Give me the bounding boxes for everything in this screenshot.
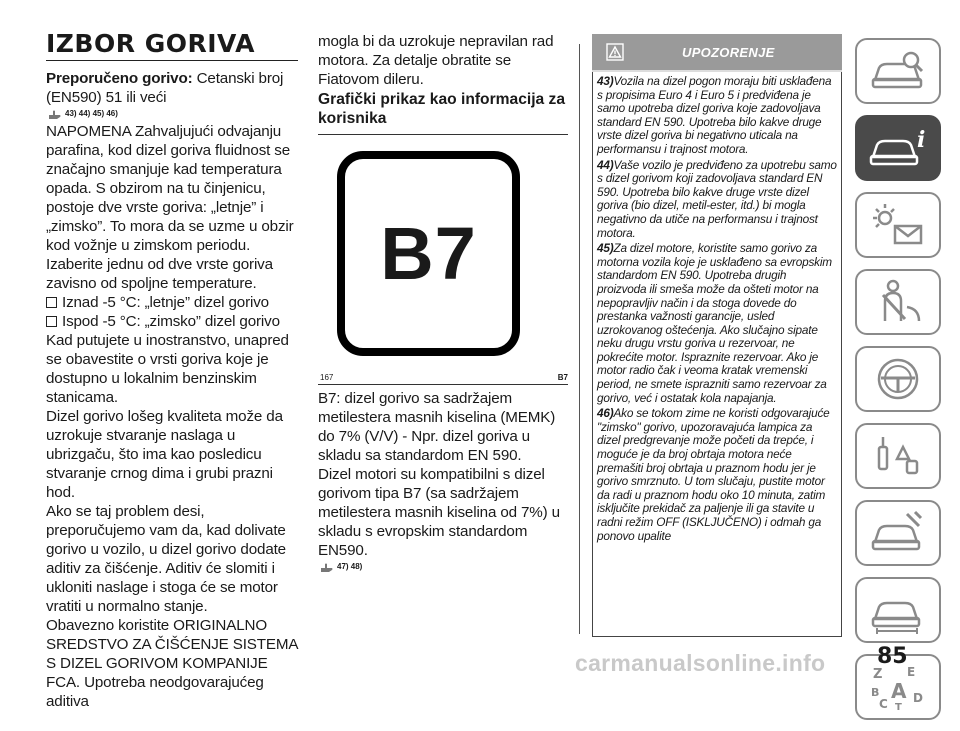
chapter-sidebar — [852, 38, 944, 731]
paragraph: mogla bi da uzrokuje nepravilan rad motora. Za detalje obratite se Fiatovom dileru. — [318, 33, 554, 88]
svg-text:D: D — [913, 691, 923, 705]
page-number: 85 — [877, 644, 908, 669]
hand-pointer-icon — [48, 109, 62, 120]
b7-label: B7 — [380, 212, 477, 295]
technical-data-icon — [867, 585, 929, 635]
steering-wheel-icon — [867, 354, 929, 404]
alphabetical-index-icon — [867, 662, 929, 712]
tab-safety[interactable] — [855, 269, 941, 335]
figure-number: 167 — [320, 373, 334, 382]
checkbox-bullet-icon — [46, 297, 57, 308]
column-left — [46, 69, 298, 711]
figure-b7 — [318, 135, 568, 385]
paragraph: Obavezno koristite ORIGINALNO SREDSTVO ZA ČIŠĆENJE SISTEMA S DIZEL GORIVOM KOMPANIJE FCA. Upotreba neodgovarajućeg aditiva — [46, 617, 298, 710]
svg-text:E: E — [907, 665, 916, 679]
warning-body — [592, 72, 842, 637]
warning-item-43: 43)Vozila na dizel pogon moraju biti usklađena s propisima Euro 4 i Euro 5 i predviđena je samo upotreba dizel goriva koje zadovoljava standard EN 590. Upotreba bilo kakve druge vrste dizel goriva bi negativno uticala na performansu i trajnost motora. — [597, 74, 832, 156]
figure-code: B7 — [557, 373, 568, 382]
list-item: Ispod -5 °C: „zimsko” dizel gorivo — [46, 312, 298, 331]
svg-text:Z: Z — [873, 667, 883, 682]
warning-lights-icon — [867, 200, 929, 250]
emergency-icon — [867, 431, 929, 481]
warning-box — [592, 34, 842, 637]
warning-item-45: 45)Za dizel motore, koristite samo gorivo za motorna vozila koje je usklađeno sa evropskim standardom EN 590. Upotreba drugih proizvoda ili smeša može da ošteti motor na nepopravljiv način i da stoga dovede do prestanka važnosti garancije, usled uzrokovanog oštećenja. Ako slučajno sipate neku drugu vrstu goriva u rezervoar, ne pokrećite motor. Ispraznite rezervoar. Ako je motor radio čak i veoma kratak vremenski period, ne smete isprazniti samo rezervoar za gorivo, već i ostatak kola napajanja. — [597, 241, 832, 405]
warning-item-46: 46)Ako se tokom zime ne koristi odgovarajuće "zimsko" gorivo, upozoravajuća lampica za dizel predgrevanje može početi da trepće, i moguće je da broj obrtaja motora neće premašiti broj obrtaja u praznom hodu jer je gorivo smrznuto. U tom slučaju, pustite motor da radi u praznom hodu oko 10 minuta, zatim isključite prekidač za paljenje ili ga stavite u radni režim OFF (ISKLJUČENO) i odmah ga ponovo upalite — [597, 406, 830, 543]
svg-text:B: B — [871, 686, 880, 699]
svg-text:i: i — [917, 127, 926, 153]
svg-text:T: T — [895, 702, 902, 713]
paragraph: Dizel motori su kompatibilni s dizel gorivom tipa B7 (sa sadržajem metilestera masnih kiselina od 7%) u skladu s evropskim standardom EN590. — [318, 466, 560, 559]
warning-header — [592, 34, 842, 72]
tab-emergency[interactable] — [855, 423, 941, 489]
b7-label-box — [337, 151, 520, 356]
note-refs: 43) 44) 45) 46) — [48, 107, 298, 121]
tab-warning-lights[interactable] — [855, 192, 941, 258]
section-heading: Grafički prikaz kao informacija za korisnika — [318, 90, 568, 135]
watermark: carmanualsonline.info — [575, 650, 826, 676]
paragraph: Kad putujete u inostranstvo, unapred se obavestite o vrsti goriva koje je dostupno u lokalnim benzinskim stanicama. — [46, 332, 289, 406]
page-title: IZBOR GORIVA — [46, 30, 298, 61]
tab-technical-data[interactable] — [855, 577, 941, 643]
recommended-fuel: Preporučeno gorivo: Cetanski broj (EN590) 51 ili veći — [46, 70, 284, 106]
hand-pointer-icon — [320, 562, 334, 573]
column-divider — [579, 44, 580, 634]
paragraph: B7: dizel gorivo sa sadržajem metilestera masnih kiselina (MEMK) do 7% (V/V) - Npr. dizel goriva u skladu sa standardom EN 590. — [318, 390, 556, 464]
seatbelt-icon — [867, 277, 929, 327]
warning-title: UPOZORENJE — [682, 44, 775, 60]
svg-text:A: A — [891, 679, 907, 703]
note-refs: 47) 48) — [320, 560, 568, 574]
column-middle — [318, 32, 568, 575]
car-info-icon — [867, 123, 929, 173]
warning-triangle-icon — [606, 43, 624, 61]
tab-maintenance[interactable] — [855, 500, 941, 566]
paragraph: Dizel gorivo lošeg kvaliteta može da uzrokuje stvaranje naslaga u ubrizgaču, što ima kao posledicu stvaranje crnog dima i grubi prazni hod. — [46, 408, 283, 501]
checkbox-bullet-icon — [46, 316, 57, 327]
paragraph: Ako se taj problem desi, preporučujemo vam da, kad dolivate gorivo u vozilo, u dizel gorivo dodate aditiv za čišćenje. Aditiv će slomiti i ukloniti naslage i stoga će se motor vratiti u normalno stanje. — [46, 503, 286, 615]
car-search-icon — [867, 46, 929, 96]
warning-item-44: 44)Vaše vozilo je predviđeno za upotrebu samo s dizel gorivom koji zadovoljava standard EN 590. Upotreba bilo kakve druge vrste dizel goriva (bio dizel, metil-ester, itd.) bi mogla negativno da utiče na performansu i trajnost motora. — [597, 157, 837, 240]
tab-car-search[interactable] — [855, 38, 941, 104]
paragraph-note: NAPOMENA Zahvaljujući odvajanju parafina, kod dizel goriva fluidnost se značajno smanjuje kad temperatura opada. S obzirom na tu činjenicu, postoje dve vrste goriva: „letnje” i „zimsko”. To mora da se uzme u obzir kod vožnje u zimskom periodu. Izaberite jednu od dve vrste goriva zavisno od spoljne temperature. — [46, 123, 294, 292]
car-maintenance-icon — [867, 508, 929, 558]
svg-text:C: C — [879, 697, 888, 711]
tab-driving[interactable] — [855, 346, 941, 412]
list-item: Iznad -5 °C: „letnje” dizel gorivo — [46, 293, 298, 312]
tab-car-info[interactable] — [855, 115, 941, 181]
